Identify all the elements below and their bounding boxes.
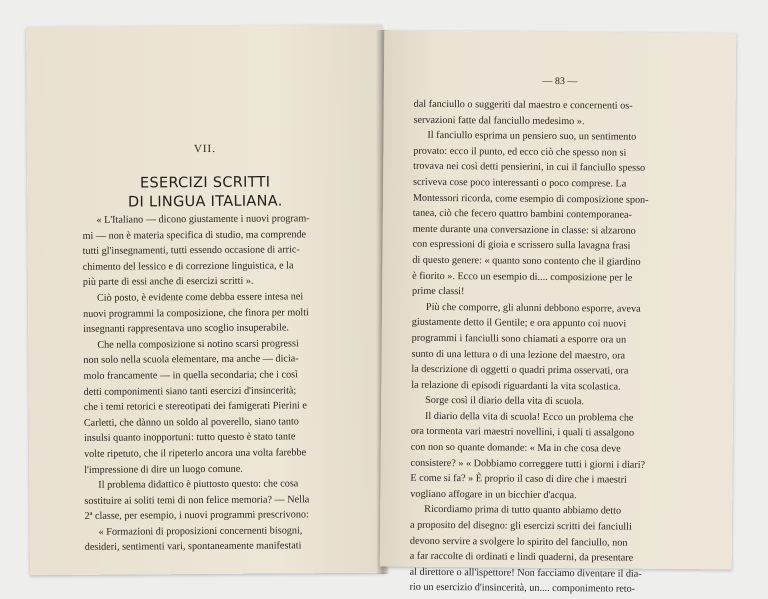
right-page-body [409, 97, 711, 599]
text-line: a proposito del disegno: gli esercizi scritti dei fanciulli [409, 519, 632, 533]
text-line: « L'Italiano — dicono giustamente i nuovi program- [96, 213, 310, 226]
text-line: dal fanciullo o suggeriti dal maestro e concernenti os- [413, 98, 633, 112]
text-line: Più che comporre, gli alunni debbono esporre, aveva [425, 301, 641, 315]
text-line: vogliano affogare in un bicchier d'acqua. [410, 488, 577, 502]
chapter-title-line: DI LINGUA ITALIANA. [127, 193, 283, 211]
text-line: Ciò posto, è evidente come debba essere intesa nei [96, 291, 304, 304]
chapter-number: VII. [193, 142, 217, 156]
text-line: trovava nei così detti pensierini, in cui il fanciullo spesso [413, 161, 646, 175]
text-line: nuovi programmi la composizione, che finora per molti [83, 306, 309, 320]
text-line: Sorge così il diario della vita di scuola. [425, 395, 584, 408]
text-line: molo francamente — in quella secondaria; che i così [83, 369, 298, 382]
text-line: con non so quante domande: « Ma in che cosa deve [410, 441, 621, 455]
text-line: sunto di una lettura o di una lezione del maestro, ora [411, 348, 626, 362]
text-line: a far raccolte di ordinati e lindi quaderni, da presentare [409, 550, 634, 564]
text-line: più parte di essi anche di esercizi scritti ». [82, 276, 254, 289]
text-line: detti componimenti siano tanti esercizi d'insincerità; [83, 384, 297, 398]
text-line: non solo nella scuola elementare, ma anche — dicia- [83, 353, 299, 367]
chapter-title [27, 173, 383, 213]
text-line: è fiorito ». Ecco un esempio di.... composizione per le [412, 270, 633, 284]
text-line: Ricordiamo prima di tutto quanto abbiamo detto [424, 504, 622, 517]
text-line: la relazione di episodi riguardanti la vita scolastica. [411, 379, 621, 393]
text-line: programmi i fanciulli sono chiamati a esporre ora un [411, 332, 627, 346]
text-line: servazioni fatte dal fanciullo medesimo ». [413, 114, 585, 127]
text-line: E come si fa? » È proprio il caso di dire che i maestri [410, 472, 627, 486]
text-line: con espressioni di gioia e scrissero sulla lavagna frasi [412, 239, 631, 252]
text-line: desideri, sentimenti vari, spontaneamente manifestati [84, 540, 302, 554]
text-line: volte ripetuto, che il ripeterlo ancora una volta farebbe [84, 447, 307, 460]
text-line: ora tormenta vari maestri novellini, i quali ti assalgono [410, 426, 635, 440]
left-page-body [82, 211, 378, 556]
text-line: Montessori ricorda, come esempio di composizione spon- [412, 192, 649, 206]
text-line: giustamente detto il Gentile; e ora appunto coi nuovi [411, 317, 627, 330]
text-line: 2ª classe, per esempio, i nuovi programmi prescrivono: [84, 509, 309, 523]
text-line: rio un esercizio d'insincerità, un.... componimento reto- [409, 582, 636, 596]
text-line: mi — non è materia specifica di studio, ma comprende [82, 228, 307, 242]
text-line: chimento del lessico e di correzione linguistica, e la [82, 260, 294, 273]
text-line: consistere? » « Dobbiamo correggere tutti i giorni i diari? [410, 457, 646, 471]
text-line: la descrizione di oggetti o quadri prima osservati, ora [411, 363, 629, 377]
chapter-title-line: ESERCIZI SCRITTI [139, 174, 271, 192]
right-page [380, 30, 737, 596]
text-line: di questo genere: « quanto sono contento che il giardino [412, 254, 641, 268]
text-line: Il fanciullo esprima un pensiero suo, un sentimento [427, 130, 637, 143]
text-line: provato: ecco il punto, ed ecco ciò che spesso non si [413, 145, 627, 159]
text-line: mente durante una conversazione in classe: si alzarono [412, 223, 636, 237]
text-line: che i temi retorici e stereotipati dei famigerati Pierini e [83, 400, 307, 413]
open-book [24, 24, 746, 596]
left-page [26, 25, 386, 575]
text-line: Il problema didattico è piuttosto questo: che cosa [98, 478, 299, 491]
text-line: devono servire a svolgere lo spirito del fanciullo, non [409, 535, 628, 549]
text-line: tutti gl'insegnamenti, tutti essendo occasione di arric- [82, 244, 300, 258]
text-line: sostituire ai soliti temi di non felice memoria? — Nella [84, 493, 310, 507]
text-line: Il diario della vita di scuola! Ecco un problema che [424, 410, 634, 424]
text-line: Carletti, che dànno un soldo al poverello, siano tanto [83, 416, 299, 429]
text-line: al direttore o all'ispettore! Non facciamo diventare il dia- [409, 566, 642, 580]
text-line: prime classi! [412, 285, 465, 298]
text-line: Che nella composizione si notino scarsi progressi [97, 338, 299, 351]
page-number: — 83 — [542, 75, 578, 88]
text-line: insulsi quanto inopportuni: tutto questo è stato tante [83, 431, 296, 445]
text-line: insegnanti rappresentava uno scoglio insuperabile. [83, 322, 289, 336]
text-line: scriveva cose poco interessanti o poco comprese. La [412, 176, 627, 190]
text-line: « Formazioni di proposizioni concernenti bisogni, [98, 525, 303, 538]
text-line: l'impressione di dire un luogo comune. [84, 463, 243, 476]
text-line: tanea, ciò che fecero quattro bambini contemporanea- [412, 207, 633, 221]
